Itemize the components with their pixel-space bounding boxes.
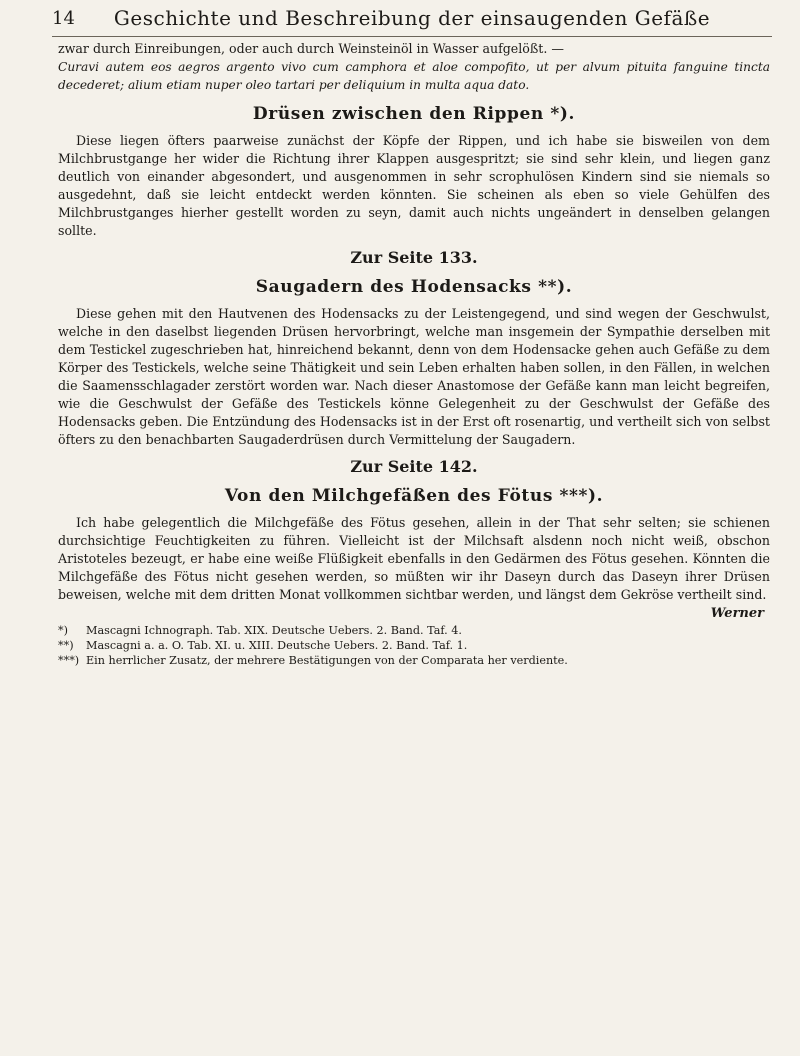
paragraph-continuation: zwar durch Einreibungen, oder auch durch Weinsteinöl in Wasser aufgelößt. — [58,41,564,56]
section-heading-milchgefaesse: Von den Milchgefäßen des Fötus ***). [224,486,604,506]
paragraph-milchgefaesse: Ich habe gelegentlich die Milchgefäße des Fötus gesehen, allein in der That sehr selten; sie schienen durchsichtige Feuchtigkeiten zu führen. Vielleicht ist der Milchsaft alsdenn noch nicht weiß, obschon Aristoteles bezeugt, er habe eine weiße Flüßigkeit ebenfalls in den Gedärmen des Fötus gesehen. Könnten die Milchgefäße des Fötus nicht gesehen werden, so müßten wir ihr Daseyn durch das Daseyn ihrer Drüsen beweisen, welche mit dem dritten Monat vollkommen sichtbar werden, und längst dem Gekröse vertheilt sind. [58,515,770,602]
paragraph-saugadern: Diese gehen mit den Hautvenen des Hodensacks zu der Leistengegend, und sind wegen der Geschwulst, welche in den daselbst liegenden Drüsen hervorbringt, welche man insgemein der Sympathie derselben mit dem Testickel zugeschrieben hat, hinreichend bekannt, denn von dem Hodensacke gehen auch Gefäße zu dem Körper des Testickels, welche seine Thätigkeit und sein Leben erhalten haben sollen, in den Fällen, in welchen die Saamensschlagader zerstört worden war. Nach dieser Anastomose der Gefäße kann man leicht begreifen, wie die Geschwulst der Gefäße des Testickels könne Gelegenheit zu der Geschwulst der Gefäße des Hodensacks geben. Die Entzündung des Hodensacks ist in der Erst oft rosenartig, und vertheilt sich von selbst öfters zu den benachbarten Saugaderdrüsen durch Vermittelung der Saugadern. [58,306,770,447]
section-heading-saugadern: Saugadern des Hodensacks **). [255,277,573,297]
footnote [58,638,770,653]
footnote-text: Ein herrlicher Zusatz, der mehrere Bestätigungen von der Comparata her verdiente. [86,654,568,667]
paragraph-druesen: Diese liegen öfters paarweise zunächst der Köpfe der Rippen, und ich habe sie bisweilen von dem Milchbrustgange her wider die Richtung ihrer Klappen ausgespritzt; sie sind sehr klein, und liegen ganz deutlich von einander abgesondert, und ausgenommen in sehr scrophulösen Kindern sind sie niemals so ausgedehnt, daß sie leicht entdeckt werden könnten. Sie scheinen als eben so viele Gehülfen des Milchbrustganges hierher gestellt worden zu seyn, damit auch nichts ungeändert in denselben gelangen sollte. [58,133,770,238]
footnote-mark: **) [58,639,74,652]
footnote [58,623,770,638]
page-header [52,6,772,34]
footnote-text: Mascagni a. a. O. Tab. XI. u. XIII. Deutsche Uebers. 2. Band. Taf. 1. [86,639,468,652]
footnote [58,653,770,668]
page-reference-133: Zur Seite 133. [350,248,478,267]
footnote-mark: *) [58,624,68,637]
page-reference-142: Zur Seite 142. [350,457,478,476]
running-title: Geschichte und Beschreibung der einsaugenden Gefäße [113,6,711,30]
footnotes [58,623,770,668]
catchword: Werner [710,606,764,621]
header-rule [52,36,772,37]
page-number: 14 [52,8,75,29]
footnote-mark: ***) [58,654,80,667]
footnote-text: Mascagni Ichnograph. Tab. XIX. Deutsche Uebers. 2. Band. Taf. 4. [86,624,462,637]
latin-quotation: Curavi autem eos aegros argento vivo cum camphora et aloe compofito, ut per alvum pituita fanguine tincta decederet; alium etiam nuper oleo tartari per deliquium in multa aqua dato. [58,60,770,92]
page-body [58,40,770,668]
section-heading-druesen: Drüsen zwischen den Rippen *). [252,104,576,124]
